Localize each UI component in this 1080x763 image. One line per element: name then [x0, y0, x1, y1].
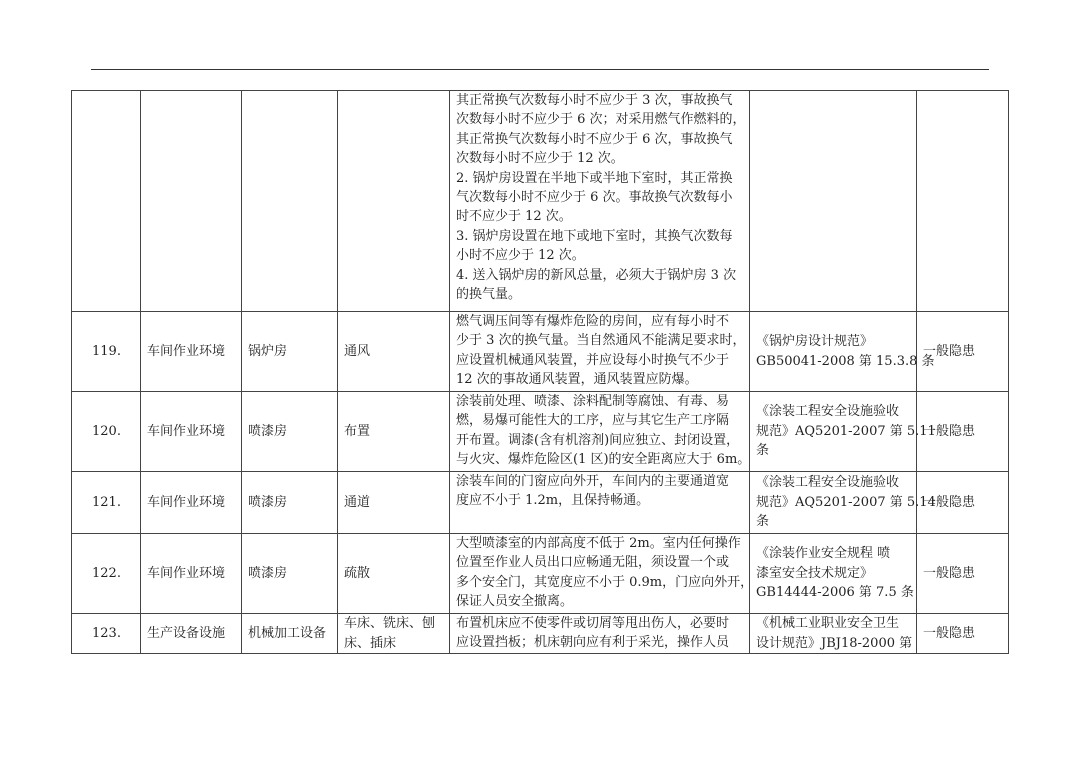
table-body	[72, 91, 1009, 654]
row-category: 车间作业环境	[141, 392, 242, 472]
row-basis	[750, 392, 936, 472]
row-requirement	[450, 534, 754, 614]
row-number	[72, 91, 141, 312]
row-hazard-level: 一般隐患	[917, 392, 1009, 472]
row-place: 喷漆房	[242, 392, 338, 472]
row-requirement-line: 12 次的事故通风装置，通风装置应防爆。	[456, 372, 698, 388]
row-basis-line: 《涂装作业安全规程 喷	[756, 546, 891, 562]
row-place: 锅炉房	[242, 312, 338, 392]
row-item: 疏散	[338, 534, 450, 614]
row-basis	[750, 472, 936, 534]
row-requirement-line: 应设置机械通风装置，并应设每小时换气不少于	[456, 352, 730, 368]
row-requirement-line: 涂装前处理、喷漆、涂料配制等腐蚀、有毒、易	[456, 394, 730, 409]
row-basis-line: 条	[756, 443, 770, 459]
row-requirement-line: 次数每小时不应少于 6 次；对采用燃气作燃料的，	[456, 112, 746, 128]
row-item: 车床、铣床、刨床、插床	[338, 614, 450, 654]
row-basis	[750, 312, 935, 392]
table-row	[72, 91, 1009, 312]
row-requirement-line: 气次数每小时不应少于 6 次。事故换气次数每小	[456, 190, 733, 206]
row-basis-line: 《涂装工程安全设施验收	[756, 475, 900, 491]
row-basis-line: 条	[756, 514, 770, 530]
row-requirement-line: 时不应少于 12 次。	[456, 209, 572, 225]
hazard-table	[71, 90, 1009, 654]
row-requirement	[450, 614, 750, 654]
row-requirement-line: 与火灾、爆炸危险区(1 区)的安全距离应大于 6m。	[456, 452, 751, 468]
row-number: 121.	[72, 472, 141, 534]
row-requirement-line: 3. 锅炉房设置在地下或地下室时，其换气次数每	[456, 228, 733, 244]
row-category: 车间作业环境	[141, 312, 242, 392]
row-requirement-line: 燃，易爆可能性大的工序，应与其它生产工序隔	[456, 413, 730, 429]
row-item: 通风	[338, 312, 450, 392]
row-basis-line: 漆室安全技术规定》	[756, 565, 874, 581]
row-basis	[750, 91, 917, 312]
row-requirement-line: 位置至作业人员出口应畅通无阻，须设置一个或	[456, 555, 730, 571]
row-requirement-line: 其正常换气次数每小时不应少于 6 次，事故换气	[456, 131, 733, 147]
row-requirement-line: 次数每小时不应少于 12 次。	[456, 151, 624, 167]
row-place	[242, 91, 338, 312]
row-place: 喷漆房	[242, 534, 338, 614]
row-number: 122.	[72, 534, 141, 614]
table-row	[72, 392, 1009, 472]
row-requirement-line: 燃气调压间等有爆炸危险的房间，应有每小时不	[456, 314, 730, 329]
row-hazard-level: 一般隐患	[917, 312, 1009, 392]
table-row	[72, 312, 1009, 392]
row-requirement	[450, 472, 750, 534]
row-basis-line: GB50041-2008 第 15.3.8 条	[756, 353, 935, 369]
row-requirement-line: 大型喷漆室的内部高度不低于 2m。室内任何操作	[456, 536, 741, 551]
row-basis-line: 规范》AQ5201-2007 第 5.14	[756, 494, 936, 510]
row-basis-line: 设计规范》JBJ18-2000 第	[756, 635, 913, 651]
row-item	[338, 91, 450, 312]
row-basis-line: 《机械工业职业安全卫生	[756, 616, 900, 632]
row-item: 布置	[338, 392, 450, 472]
row-requirement	[450, 91, 750, 312]
row-hazard-level	[917, 91, 1009, 312]
row-number: 119.	[72, 312, 141, 392]
row-requirement-line: 多个安全门，其宽度应不小于 0.9m，门应向外开，	[456, 574, 754, 590]
row-requirement-line: 其正常换气次数每小时不应少于 3 次，事故换气	[456, 93, 733, 108]
row-requirement-line: 开布置。调漆(含有机溶剂)间应独立、封闭设置，	[456, 432, 740, 448]
row-category: 车间作业环境	[141, 472, 242, 534]
row-place: 喷漆房	[242, 472, 338, 534]
row-basis-line: 《涂装工程安全设施验收	[756, 404, 900, 420]
row-basis	[750, 534, 917, 614]
row-requirement-line: 涂装车间的门窗应向外开，车间内的主要通道宽	[456, 474, 730, 489]
page-header-rule	[91, 69, 989, 70]
row-requirement	[450, 312, 750, 392]
table-row	[72, 472, 1009, 534]
row-requirement-line: 的换气量。	[456, 287, 522, 303]
row-basis	[750, 614, 917, 654]
row-requirement-line: 度应不小于 1.2m，且保持畅通。	[456, 493, 650, 509]
row-requirement-line: 2. 锅炉房设置在半地下或半地下室时，其正常换	[456, 170, 733, 186]
row-category	[141, 91, 242, 312]
row-basis-line: 规范》AQ5201-2007 第 5.11	[756, 423, 936, 439]
row-hazard-level: 一般隐患	[917, 534, 1009, 614]
row-requirement-line: 应设置挡板；机床朝向应有利于采光，操作人员	[456, 635, 730, 651]
row-hazard-level: 一般隐患	[917, 472, 1009, 534]
table-row	[72, 614, 1009, 654]
row-basis-line: GB14444-2006 第 7.5 条	[756, 585, 914, 601]
row-requirement-line: 少于 3 次的换气量。当自然通风不能满足要求时，	[456, 333, 746, 349]
row-requirement	[450, 392, 750, 472]
row-place: 机械加工设备	[242, 614, 338, 654]
row-hazard-level: 一般隐患	[917, 614, 1009, 654]
row-requirement-line: 4. 送入锅炉房的新风总量，必须大于锅炉房 3 次	[456, 267, 737, 283]
table-row	[72, 534, 1009, 614]
row-number: 120.	[72, 392, 141, 472]
row-number: 123.	[72, 614, 141, 654]
row-basis-line: 《锅炉房设计规范》	[756, 334, 874, 350]
row-category: 生产设备设施	[141, 614, 242, 654]
row-requirement-line: 保证人员安全撤离。	[456, 594, 574, 610]
row-category: 车间作业环境	[141, 534, 242, 614]
row-requirement-line: 布置机床应不使零件或切屑等甩出伤人，必要时	[456, 616, 730, 631]
row-requirement-line: 小时不应少于 12 次。	[456, 248, 585, 264]
row-item: 通道	[338, 472, 450, 534]
